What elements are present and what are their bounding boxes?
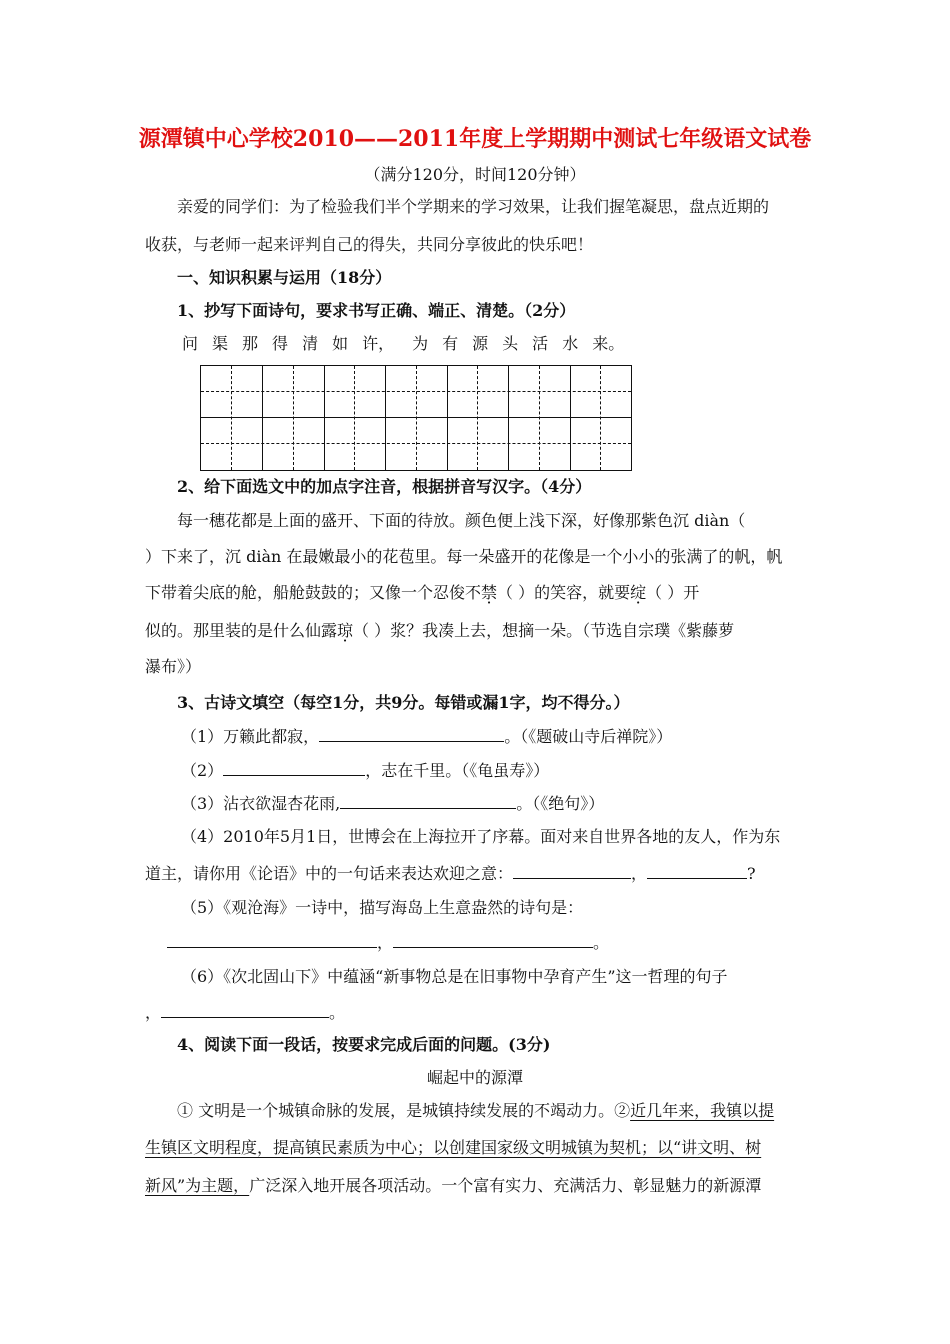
section-1-heading: 一、知识积累与运用（18分） xyxy=(177,268,392,287)
poem-char: 为 xyxy=(412,334,429,353)
poem-char: 水 xyxy=(562,334,579,353)
q4-passage-line xyxy=(145,1137,761,1159)
q3-text: ， xyxy=(631,864,648,883)
grid-column-divider xyxy=(447,366,448,470)
q1-heading: 1、抄写下面诗句，要求书写正确、端正、清楚。（2分） xyxy=(177,301,576,320)
grid-dashed-guide xyxy=(477,366,478,470)
q3-text: 。（《题破山寺后禅院》） xyxy=(504,727,673,746)
q2-passage-line: ）下来了，沉 diàn 在最嫩最小的花苞里。每一朵盛开的花像是一个小小的张满了的帆，帆 xyxy=(145,547,783,566)
poem-char: 清 xyxy=(302,334,319,353)
grid-dashed-guide xyxy=(600,366,601,470)
q3-text: ? xyxy=(747,864,756,883)
q2-text: 下带着尖底的舱，船舱鼓鼓的；又像一个忍俊不 xyxy=(145,583,482,602)
underlined-sentence: 新风”为主题， xyxy=(145,1176,250,1195)
q3-item-4: （4）2010年5月1日，世博会在上海拉开了序幕。面对来自世界各地的友人，作为东 xyxy=(181,827,781,846)
q2-passage-line: 瀑布》） xyxy=(145,657,202,676)
poem-char: 活 xyxy=(532,334,549,353)
intro-line-1: 亲爱的同学们：为了检验我们半个学期来的学习效果，让我们握笔凝思，盘点近期的 xyxy=(177,197,770,216)
q3-text: 道主，请你用《论语》中的一句话来表达欢迎之意： xyxy=(145,864,514,883)
grid-column-divider xyxy=(385,366,386,470)
grid-column-divider xyxy=(262,366,263,470)
answer-blank[interactable] xyxy=(340,792,516,809)
q3-text: 。 xyxy=(329,1003,346,1022)
poem-char: 渠 xyxy=(212,334,229,353)
poem-char: 许， xyxy=(362,334,395,353)
intro-line-2: 收获，与老师一起来评判自己的得失，共同分享彼此的快乐吧！ xyxy=(145,235,594,254)
q4-passage-line xyxy=(177,1100,774,1122)
q3-text: ，志在千里。（《龟虽寿》） xyxy=(365,761,550,780)
dotted-char: 禁 xyxy=(481,583,498,602)
grid-column-divider xyxy=(324,366,325,470)
q4-text: ① 文明是一个城镇命脉的发展，是城镇持续发展的不竭动力。② xyxy=(177,1101,631,1120)
q3-item-5-cont xyxy=(167,931,609,954)
q3-text: （1）万籁此都寂， xyxy=(181,727,320,746)
grid-dashed-guide xyxy=(539,366,540,470)
q3-text: ， xyxy=(145,1003,162,1022)
q2-text: 似的。那里装的是什么仙露 xyxy=(145,621,338,640)
underlined-sentence: 近几年来，我镇以提 xyxy=(630,1101,775,1120)
grid-column-divider xyxy=(570,366,571,470)
dotted-char: 绽 xyxy=(630,583,647,602)
q3-text: ， xyxy=(377,933,394,952)
grid-dashed-guide xyxy=(231,366,232,470)
exam-subtitle: （满分120分，时间120分钟） xyxy=(364,165,586,184)
underlined-sentence: 生镇区文明程度，提高镇民素质为中心；以创建国家级文明城镇为契机；以“讲文明、树 xyxy=(145,1138,762,1157)
q3-item-2 xyxy=(181,759,549,782)
q4-heading: 4、阅读下面一段话，按要求完成后面的问题。(3分) xyxy=(177,1035,551,1054)
q4-passage-line xyxy=(145,1175,761,1197)
q3-heading: 3、古诗文填空（每空1分，共9分。每错或漏1字，均不得分。） xyxy=(177,693,630,712)
poem-char: 头 xyxy=(502,334,519,353)
q2-text: （ ）浆？我凑上去，想摘一朵。（节选自宗璞《紫藤萝 xyxy=(353,621,735,640)
q3-text: 。（《绝句》） xyxy=(516,794,605,813)
q3-item-6: （6）《次北固山下》中蕴涵“新事物总是在旧事物中孕育产生”这一哲理的句子 xyxy=(181,967,728,986)
q2-passage-line: 每一穗花都是上面的盛开、下面的待放。颜色便上浅下深，好像那紫色沉 diàn（ xyxy=(177,511,746,530)
q3-text: （2） xyxy=(181,761,224,780)
dotted-char: 琼 xyxy=(337,621,354,640)
q2-passage-line xyxy=(145,620,734,642)
q3-item-1 xyxy=(181,725,672,748)
q4-text: 广泛深入地开展各项活动。一个富有实力、充满活力、彰显魅力的新源潭 xyxy=(249,1176,762,1195)
q3-item-6-cont xyxy=(145,1001,345,1024)
grid-dashed-guide xyxy=(354,366,355,470)
q3-text: 。 xyxy=(593,933,610,952)
poem-char: 源 xyxy=(472,334,489,353)
q3-item-4-cont xyxy=(145,862,756,885)
grid-dashed-guide xyxy=(416,366,417,470)
q1-poem xyxy=(182,333,638,355)
poem-char: 来。 xyxy=(592,334,625,353)
answer-blank[interactable] xyxy=(167,931,377,948)
answer-blank[interactable] xyxy=(393,931,593,948)
writing-grid[interactable] xyxy=(200,365,632,471)
q2-text: （ ）的笑容，就要 xyxy=(497,583,631,602)
q2-passage-line xyxy=(145,582,699,604)
answer-blank[interactable] xyxy=(513,862,631,879)
q3-text: （3）沾衣欲湿杏花雨, xyxy=(181,794,341,813)
poem-char: 那 xyxy=(242,334,259,353)
q2-heading: 2、给下面选文中的加点字注音，根据拼音写汉字。（4分） xyxy=(177,477,592,496)
q2-text: （ ）开 xyxy=(646,583,700,602)
poem-char: 问 xyxy=(182,334,199,353)
grid-column-divider xyxy=(508,366,509,470)
exam-title: 源潭镇中心学校2010——2011年度上学期期中测试七年级语文试卷 xyxy=(138,126,812,152)
passage-title: 崛起中的源潭 xyxy=(426,1068,523,1087)
answer-blank[interactable] xyxy=(647,862,747,879)
answer-blank[interactable] xyxy=(161,1001,329,1018)
poem-char: 有 xyxy=(442,334,459,353)
q3-item-5: （5）《观沧海》一诗中，描写海岛上生意盎然的诗句是： xyxy=(181,898,584,917)
poem-char: 如 xyxy=(332,334,349,353)
poem-char: 得 xyxy=(272,334,289,353)
grid-dashed-guide xyxy=(293,366,294,470)
q3-item-3 xyxy=(181,792,604,815)
answer-blank[interactable] xyxy=(319,725,504,742)
answer-blank[interactable] xyxy=(223,759,365,776)
